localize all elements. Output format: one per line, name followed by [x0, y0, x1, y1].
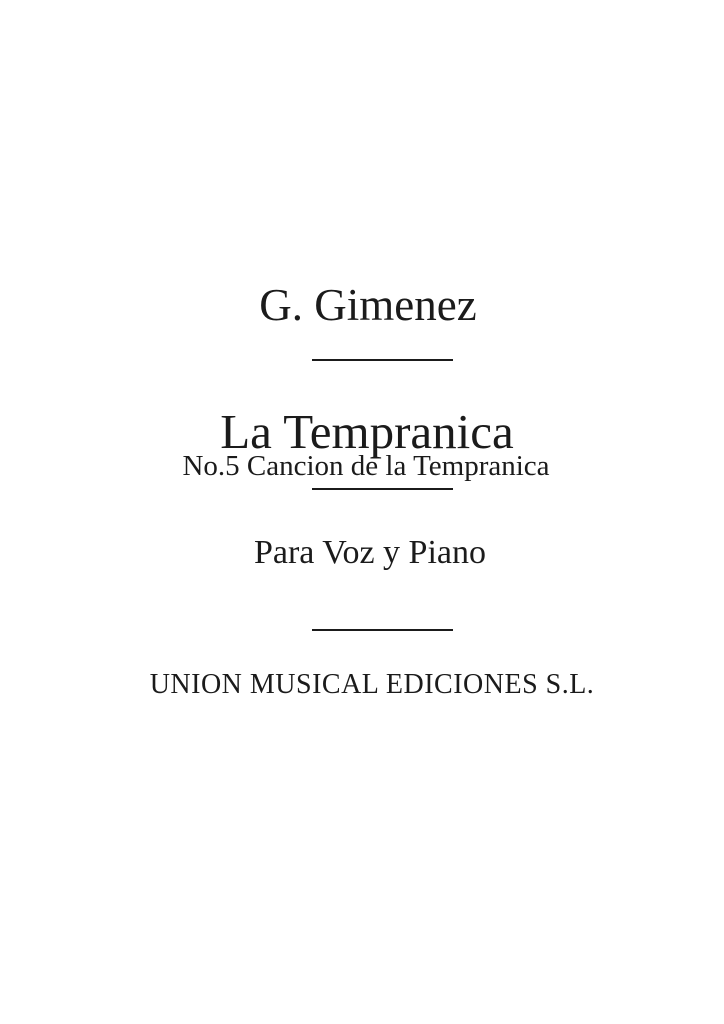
divider-rule-top	[312, 359, 453, 361]
divider-rule-bottom	[312, 629, 453, 631]
work-title: La Tempranica	[220, 404, 514, 459]
publisher-name: UNION MUSICAL EDICIONES S.L.	[149, 669, 595, 700]
instrumentation-line: Para Voz y Piano	[253, 534, 486, 571]
work-subtitle: No.5 Cancion de la Tempranica	[182, 450, 550, 482]
composer-name: G. Gimenez	[259, 280, 477, 330]
divider-rule-middle	[312, 488, 453, 490]
